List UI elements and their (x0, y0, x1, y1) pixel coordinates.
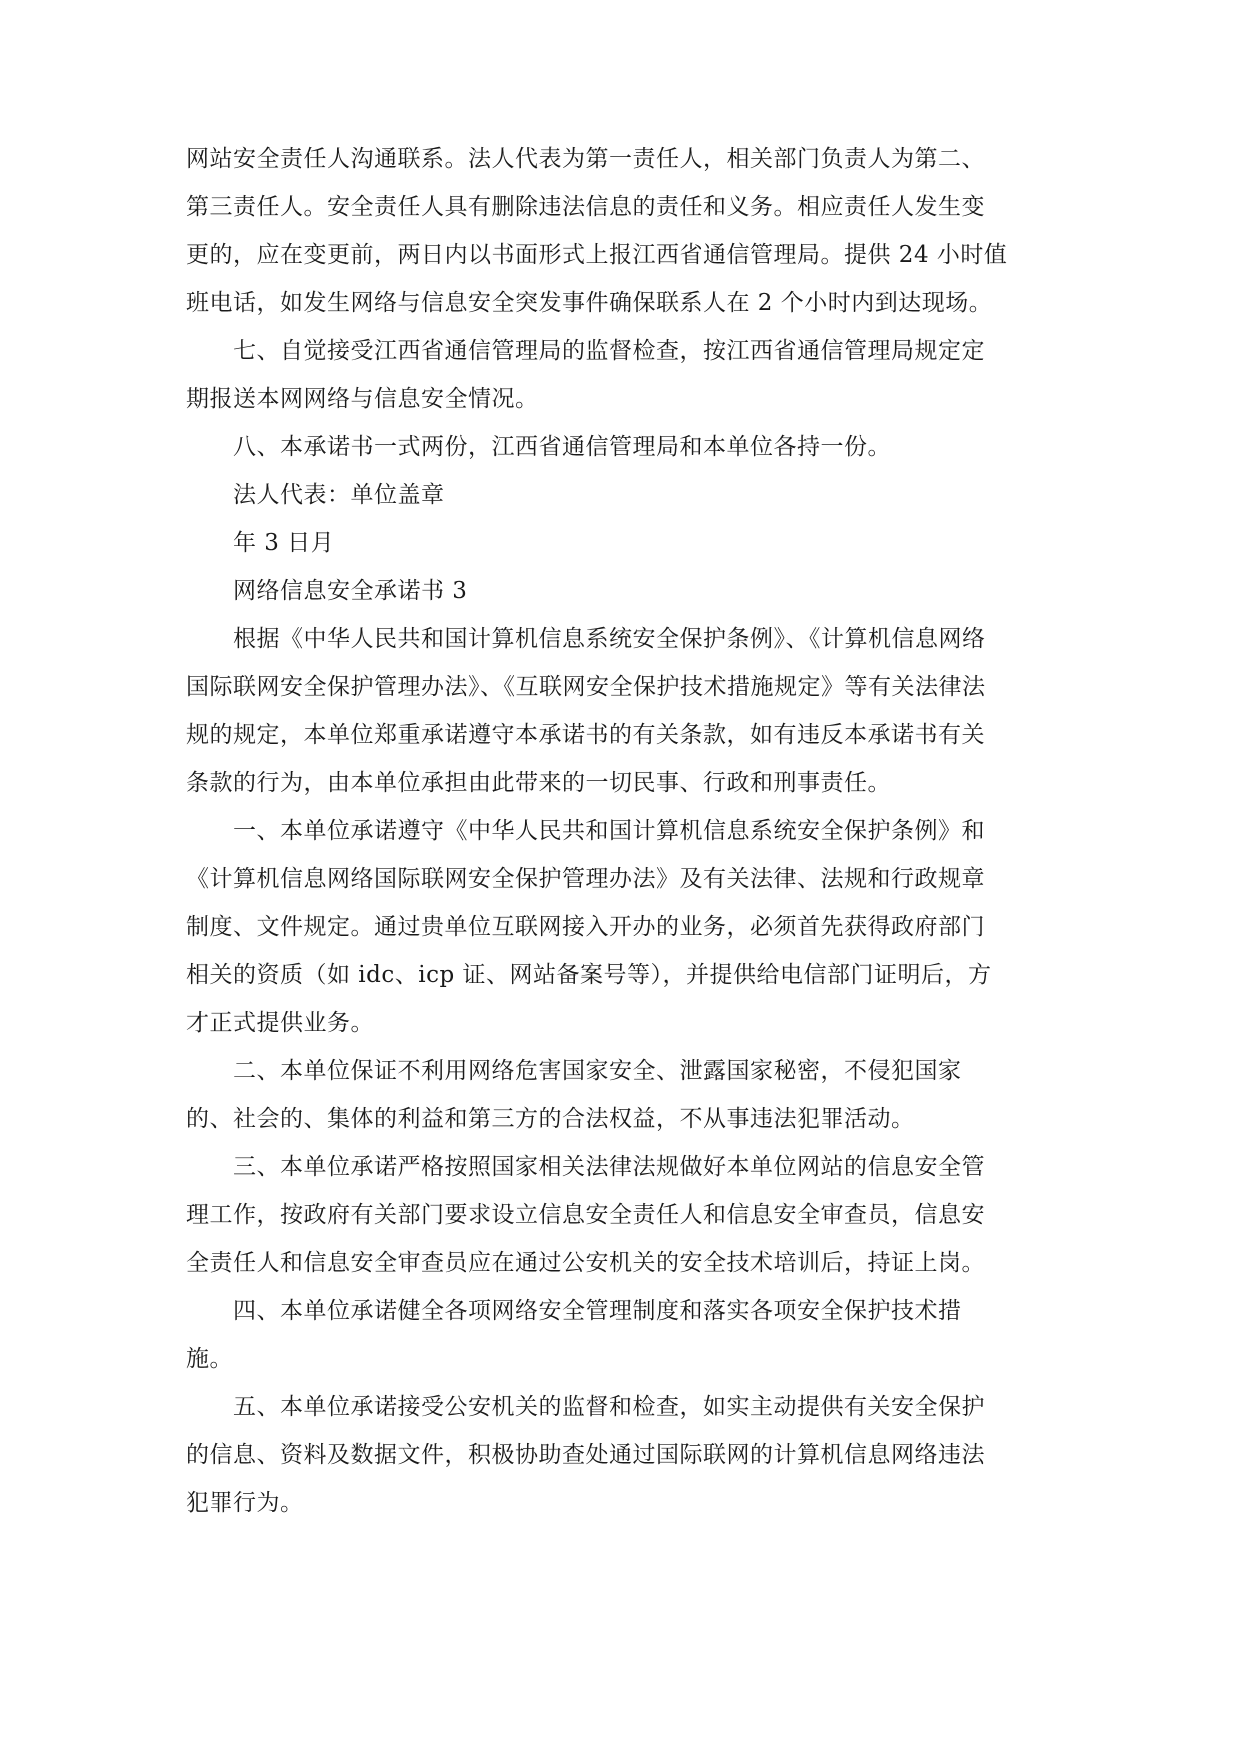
text-line: 《计算机信息网络国际联网安全保护管理办法》及有关法律、法规和行政规章 (186, 866, 985, 892)
text-line: 的信息、资料及数据文件，积极协助查处通过国际联网的计算机信息网络违法 (186, 1442, 985, 1468)
text-line: 根据《中华人民共和国计算机信息系统安全保护条例》、《计算机信息网络 (233, 626, 986, 652)
text-line: 国际联网安全保护管理办法》、《互联网安全保护技术措施规定》等有关法律法 (186, 674, 986, 700)
text-line: 的、社会的、集体的利益和第三方的合法权益，不从事违法犯罪活动。 (186, 1106, 915, 1132)
text-line: 规的规定，本单位郑重承诺遵守本承诺书的有关条款，如有违反本承诺书有关 (186, 722, 985, 748)
text-line: 犯罪行为。 (186, 1490, 304, 1516)
text-line: 网站安全责任人沟通联系。法人代表为第一责任人，相关部门负责人为第二、 (186, 146, 985, 172)
text-line: 相关的资质（如 idc、icp 证、网站备案号等），并提供给电信部门证明后，方 (186, 962, 992, 988)
text-line: 二、本单位保证不利用网络危害国家安全、泄露国家秘密，不侵犯国家 (233, 1058, 962, 1084)
text-line: 全责任人和信息安全审查员应在通过公安机关的安全技术培训后，持证上岗。 (186, 1250, 985, 1276)
text-line: 网络信息安全承诺书 3 (233, 578, 468, 604)
document-body (186, 135, 1056, 1527)
text-line: 理工作，按政府有关部门要求设立信息安全责任人和信息安全审查员，信息安 (186, 1202, 985, 1228)
text-line: 制度、文件规定。通过贵单位互联网接入开办的业务，必须首先获得政府部门 (186, 914, 985, 940)
text-line: 七、自觉接受江西省通信管理局的监督检查，按江西省通信管理局规定定 (233, 338, 985, 364)
text-line: 第三责任人。安全责任人具有删除违法信息的责任和义务。相应责任人发生变 (186, 194, 985, 220)
text-line: 期报送本网网络与信息安全情况。 (186, 386, 539, 412)
text-line: 一、本单位承诺遵守《中华人民共和国计算机信息系统安全保护条例》和 (233, 818, 985, 844)
text-line: 条款的行为，由本单位承担由此带来的一切民事、行政和刑事责任。 (186, 770, 891, 796)
text-line: 年 3 日月 (233, 530, 335, 556)
text-line: 五、本单位承诺接受公安机关的监督和检查，如实主动提供有关安全保护 (233, 1394, 985, 1420)
text-line: 更的，应在变更前，两日内以书面形式上报江西省通信管理局。提供 24 小时值 (186, 242, 1008, 268)
text-line: 四、本单位承诺健全各项网络安全管理制度和落实各项安全保护技术措 (233, 1298, 962, 1324)
text-line: 施。 (186, 1346, 233, 1372)
text-line: 三、本单位承诺严格按照国家相关法律法规做好本单位网站的信息安全管 (233, 1154, 985, 1180)
text-line: 八、本承诺书一式两份，江西省通信管理局和本单位各持一份。 (233, 434, 891, 460)
text-line: 法人代表：单位盖章 (233, 482, 445, 508)
text-line: 班电话，如发生网络与信息安全突发事件确保联系人在 2 个小时内到达现场。 (186, 290, 993, 316)
text-line: 才正式提供业务。 (186, 1010, 374, 1036)
